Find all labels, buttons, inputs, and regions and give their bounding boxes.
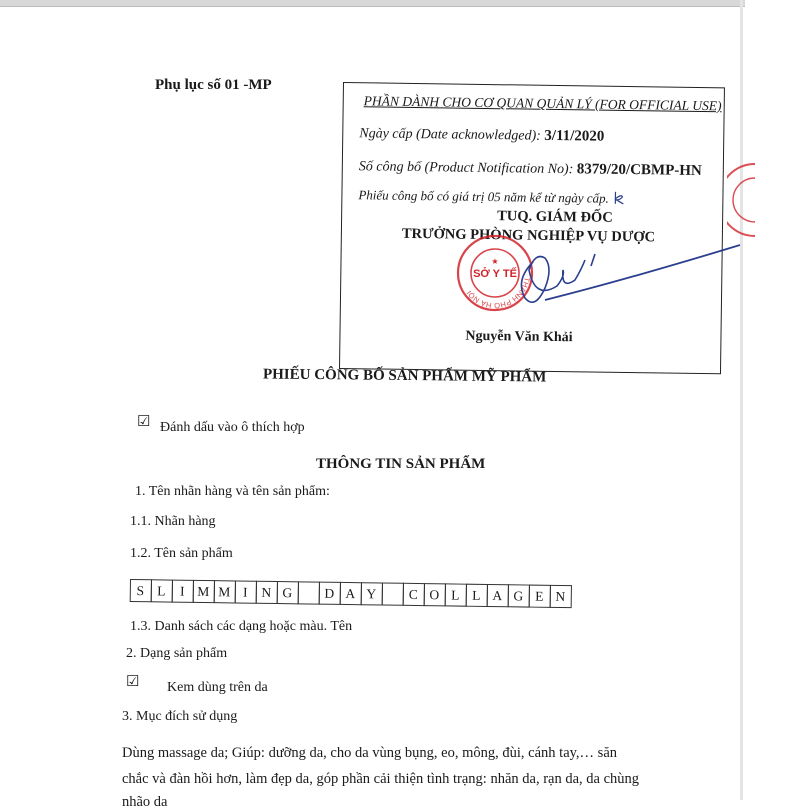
letter-box: S: [130, 579, 152, 602]
item-1-2: 1.2. Tên sản phẩm: [130, 546, 233, 561]
director-line2: TRƯỞNG PHÒNG NGHIỆP VỤ DƯỢC: [401, 225, 656, 246]
partial-seal-right: [727, 160, 757, 240]
letter-box: M: [193, 580, 215, 603]
section-title: THÔNG TIN SẢN PHẨM: [316, 456, 486, 472]
official-use-box: [339, 82, 725, 374]
date-ack-row: [359, 125, 604, 145]
validity-note: [358, 187, 626, 207]
purpose-line-3: nhão da: [122, 794, 168, 810]
letter-box: M: [214, 580, 236, 603]
checkbox-checked-icon: ☑: [126, 674, 140, 690]
date-ack-value: 3/11/2020: [544, 127, 605, 145]
letter-box: L: [445, 583, 467, 606]
appendix-label: Phụ lục số 01 -MP: [155, 77, 272, 93]
item-2-option: Kem dùng trên da: [167, 680, 268, 695]
letter-box: A: [487, 584, 509, 607]
letter-box: O: [424, 583, 446, 606]
date-ack-label: Ngày cấp (Date acknowledged):: [359, 126, 541, 144]
letter-box: G: [508, 584, 530, 607]
letter-box: L: [151, 579, 173, 602]
notification-row: [359, 158, 702, 180]
director-signature: [505, 240, 775, 330]
item-1-3: 1.3. Danh sách các dạng hoặc màu. Tên: [130, 619, 353, 634]
director-line1: TUQ. GIÁM ĐỐC: [497, 208, 613, 226]
item-1-1: 1.1. Nhãn hàng: [130, 514, 216, 529]
letter-box: N: [256, 581, 278, 604]
letter-box: G: [277, 581, 299, 604]
letter-box: C: [403, 583, 425, 606]
letter-box: L: [466, 584, 488, 607]
scan-right-edge: [740, 0, 743, 800]
purpose-line-2: chắc và đàn hồi hơn, làm đẹp da, góp phần cải thiện tình trạng: nhăn da, rạn da, da chùng: [122, 771, 640, 787]
form-title: PHIẾU CÔNG BỐ SẢN PHẨM MỸ PHẨM: [262, 366, 547, 386]
handwritten-mark-icon: [612, 191, 626, 205]
validity-text: Phiếu công bố có giá trị 05 năm kể từ ngày cấp.: [358, 187, 609, 206]
letter-box: N: [550, 585, 572, 608]
letter-box: A: [340, 582, 362, 605]
svg-text:★: ★: [491, 257, 499, 266]
item-1: 1. Tên nhãn hàng và tên sản phẩm:: [135, 484, 330, 499]
check-instruction: Đánh dấu vào ô thích hợp: [160, 420, 305, 435]
purpose-line-1: Dùng massage da; Giúp: dưỡng da, cho da vùng bụng, eo, mông, đùi, cánh tay,… săn: [122, 745, 618, 761]
letter-box: Y: [361, 582, 383, 605]
seal-ring-text: THÀNH PHỐ HÀ NỘI: [464, 276, 532, 311]
letter-box: E: [529, 585, 551, 608]
seal-center-text: SỞ Y TẾ: [473, 268, 517, 280]
item-3: 3. Mục đích sử dụng: [122, 709, 238, 724]
letter-box: I: [172, 580, 194, 603]
item-2: 2. Dạng sản phẩm: [126, 646, 228, 661]
checkbox-checked-icon: ☑: [137, 414, 151, 430]
official-header: PHẦN DÀNH CHO CƠ QUAN QUẢN LÝ (FOR OFFICIAL USE): [363, 93, 722, 114]
letter-box: [298, 581, 320, 604]
letter-box: I: [235, 580, 257, 603]
notification-label: Số công bố (Product Notification No):: [358, 159, 574, 178]
letter-box: [382, 583, 404, 606]
notification-value: 8379/20/CBMP-HN: [576, 161, 702, 180]
signer-name: Nguyễn Văn Khải: [465, 328, 573, 346]
letter-box: D: [319, 582, 341, 605]
